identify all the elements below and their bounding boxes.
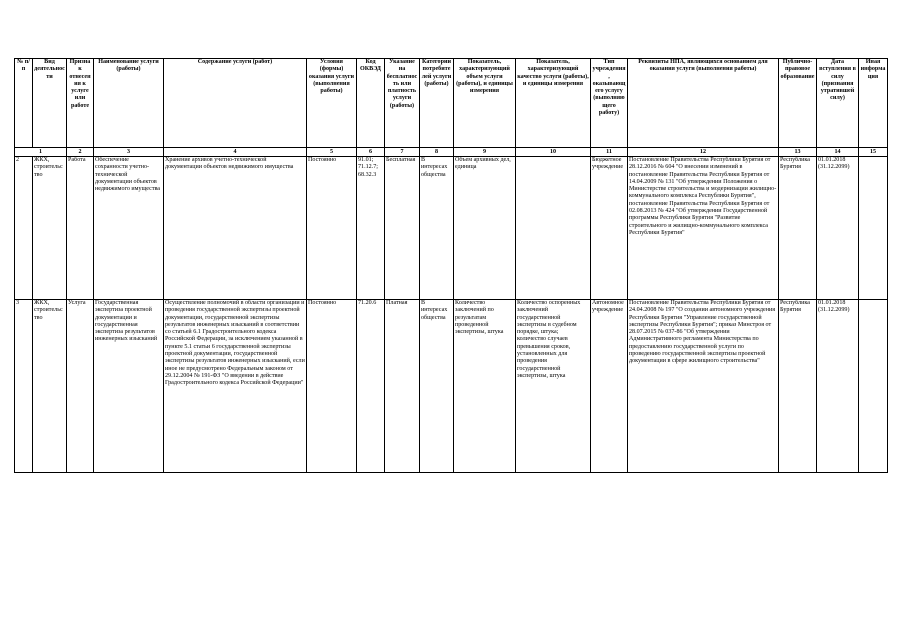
header-cell: Показатель, характеризующий объем услуги (работы), и единицы измерения: [454, 59, 516, 148]
header-cell: Дата вступления в силу (признания утратившей силу): [817, 59, 859, 148]
row-number: 2: [15, 157, 33, 300]
legal-basis-cell: Постановление Правительства Республики Бурятия от 28.12.2016 № 604 "О внесении изменений в постановление Правительства Республики Бурятия от 14.04.2009 № 131 "Об утверждении Положения о Министерстве строительства и модернизации жилищно-коммунального комплекса Республики Бурятия", постановление Правительства Республики Бурятия от 02.08.2013 № 424 "Об утверждении Государственной программы Республики Бурятия "Развитие строительного и жилищно-коммунального комплекса Республики Бурятия": [628, 157, 779, 300]
column-number: 10: [516, 148, 591, 157]
header-cell: Указание на бесплатность или платность услуги (работы): [385, 59, 420, 148]
services-registry-table: [14, 58, 888, 473]
column-number: 13: [779, 148, 817, 157]
region-cell: Республика Бурятия: [779, 300, 817, 473]
column-number: 15: [859, 148, 888, 157]
institution-type-cell: Автономное учреждение: [591, 300, 628, 473]
legal-basis-cell: Постановление Правительства Республики Бурятия от 24.04.2008 № 197 "О создании автономного учреждения Республики Бурятия "Управление государственной экспертизы Республики Бурятия"; приказ Минстроя от 28.07.2015 № 037-86 "Об утверждении Административного регламента Министерства по предоставлению государственной услуги по проведению государственной экспертизы проектной документации в сфере жилищного строительства": [628, 300, 779, 473]
table-row: [15, 157, 888, 300]
other-info-cell: [859, 300, 888, 473]
header-cell: Тип учреждения, оказывающего услугу (выполняющего работу): [591, 59, 628, 148]
effective-date-cell: 01.01.2018 (31.12.2099): [817, 300, 859, 473]
row-number: 3: [15, 300, 33, 473]
table-row: [15, 300, 888, 473]
column-number: 3: [94, 148, 164, 157]
service-content-cell: Хранение архивов учетно-технической документации объектов недвижимого имущества: [164, 157, 307, 300]
institution-type-cell: Бюджетное учреждение: [591, 157, 628, 300]
quality-indicator-cell: Количество оспоренных заключений государственной экспертизы в судебном порядке, штука; количество случаев превышения сроков, установленных для проведения государственной экспертизы, штука: [516, 300, 591, 473]
column-number-row: [15, 148, 888, 157]
quality-indicator-cell: [516, 157, 591, 300]
other-info-cell: [859, 157, 888, 300]
region-cell: Республика Бурятия: [779, 157, 817, 300]
header-cell: Публично-правовое образование: [779, 59, 817, 148]
column-number: 5: [307, 148, 357, 157]
service-name-cell: Обеспечение сохранности учетно-технической документации объектов недвижимого имущества: [94, 157, 164, 300]
column-number: 8: [420, 148, 454, 157]
header-cell: Содержание услуги (работ): [164, 59, 307, 148]
column-number: 7: [385, 148, 420, 157]
volume-indicator-cell: Количество заключений по результатам проведенной экспертизы, штука: [454, 300, 516, 473]
header-cell: Наименование услуги (работы): [94, 59, 164, 148]
column-number: 2: [67, 148, 94, 157]
conditions-cell: Постоянно: [307, 300, 357, 473]
header-cell: Реквизиты НПА, являющихся основанием для оказания услуги (выполнения работы): [628, 59, 779, 148]
consumers-cell: В интересах общества: [420, 157, 454, 300]
payment-cell: Платная: [385, 300, 420, 473]
okved-cell: 71.20.6: [357, 300, 385, 473]
column-number: 12: [628, 148, 779, 157]
column-number: 11: [591, 148, 628, 157]
activity-cell: ЖКХ, строительство: [33, 157, 67, 300]
header-cell: Признак отнесения к услуге или работе: [67, 59, 94, 148]
service-name-cell: Государственная экспертиза проектной документации и государственная экспертиза результатов инженерных изысканий: [94, 300, 164, 473]
header-cell: Показатель, характеризующий качество услуги (работы), и единицы измерения: [516, 59, 591, 148]
consumers-cell: В интересах общества: [420, 300, 454, 473]
kind-cell: Услуга: [67, 300, 94, 473]
header-cell: Категории потребителей услуги (работы): [420, 59, 454, 148]
volume-indicator-cell: Объем архивных дел, единица: [454, 157, 516, 300]
header-cell: Вид деятельности: [33, 59, 67, 148]
service-content-cell: Осуществление полномочий в области организации и проведения государственной экспертизы проектной документации, государственной экспертизы результатов инженерных изысканий в соответствии со статьей 6.1 Градостроительного кодекса Российской Федерации, за исключением указанной в пункте 5.1 статьи 6 государственной экспертизы проектной документации, государственной экспертизы результатов инженерных изысканий, если иное не предусмотрено Федеральным законом от 29.12.2004 № 191-ФЗ "О введении в действие Градостроительного кодекса Российской Федерации": [164, 300, 307, 473]
conditions-cell: Постоянно: [307, 157, 357, 300]
kind-cell: Работа: [67, 157, 94, 300]
payment-cell: Бесплатная: [385, 157, 420, 300]
column-number: 9: [454, 148, 516, 157]
column-number: 14: [817, 148, 859, 157]
okved-cell: 91.01; 71.12.7; 68.32.3: [357, 157, 385, 300]
header-cell: Условия (формы) оказания услуги (выполнения работы): [307, 59, 357, 148]
header-cell: Код ОКВЭД: [357, 59, 385, 148]
header-cell: Иная информация: [859, 59, 888, 148]
header-cell: № п/п: [15, 59, 33, 148]
column-number: 1: [15, 148, 67, 157]
column-number: 4: [164, 148, 307, 157]
header-row: [15, 59, 888, 148]
column-number: 6: [357, 148, 385, 157]
activity-cell: ЖКХ, строительство: [33, 300, 67, 473]
effective-date-cell: 01.01.2018 (31.12.2099): [817, 157, 859, 300]
